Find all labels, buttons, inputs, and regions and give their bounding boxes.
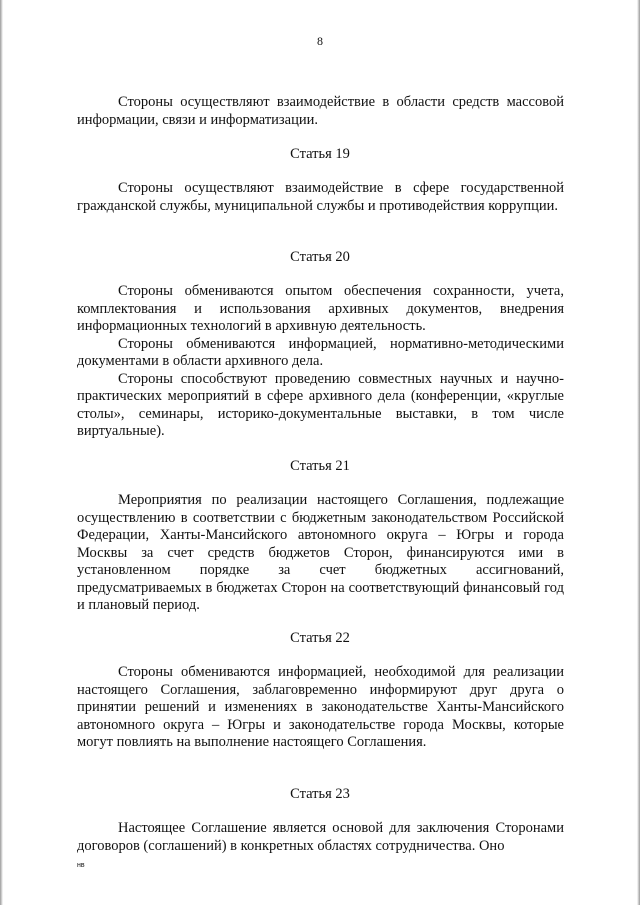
article-heading: Статья 21	[290, 458, 350, 474]
paragraph: Настоящее Соглашение является основой для заключения Сторонами договоров (соглашений) в конкретных областях сотрудничества. Оно	[77, 820, 564, 854]
article-heading: Статья 19	[290, 146, 350, 162]
paragraph: Мероприятия по реализации настоящего Соглашения, подлежащие осуществлению в соответствии с бюджетным законодательством Российской Федерации, Ханты-Мансийского автономного округа – Югры и города Москвы за счет средств бюджетов Сторон, финансируются ими в установленном порядке за счет бюджетных ассигнований, предусматриваемых в бюджетах Сторон на соответствующий финансовый год и плановый период.	[77, 492, 564, 613]
paragraph: Стороны осуществляют взаимодействие в области средств массовой информации, связи и информатизации.	[77, 94, 564, 128]
paragraph: Стороны способствуют проведению совместных научных и научно-практических мероприятий в сфере архивного дела (конференции, «круглые столы», семинары, историко-документальные выставки, в том числе виртуальные).	[77, 370, 564, 439]
paragraph-block	[77, 94, 564, 129]
paragraph: Стороны обмениваются информацией, нормативно-методическими документами в области архивного дела.	[77, 335, 564, 369]
article-heading: Статья 20	[290, 249, 350, 265]
page-number: 8	[317, 34, 323, 48]
article-heading: Статья 23	[290, 786, 350, 802]
paragraph: Стороны осуществляют взаимодействие в сфере государственной гражданской службы, муниципальной службы и противодействия коррупции.	[77, 180, 564, 214]
paragraph-block	[77, 492, 564, 615]
article-heading: Статья 22	[290, 630, 350, 646]
paragraph: Стороны обмениваются опытом обеспечения сохранности, учета, комплектования и использования архивных документов, внедрения информационных технологий в архивную деятельность.	[77, 283, 564, 334]
paragraph-block	[77, 283, 564, 441]
paragraph-block	[77, 664, 564, 752]
scan-edge-left	[0, 0, 3, 905]
paragraph-block	[77, 180, 564, 215]
footer-initials: нв	[77, 862, 85, 869]
paragraph-block	[77, 820, 564, 855]
paragraph: Стороны обмениваются информацией, необходимой для реализации настоящего Соглашения, заблаговременно информируют друг друга о принятии решений и изменениях в законодательстве Ханты-Мансийского автономного округа – Югры и законодательстве города Москвы, которые могут повлиять на выполнение настоящего Соглашения.	[77, 664, 564, 750]
